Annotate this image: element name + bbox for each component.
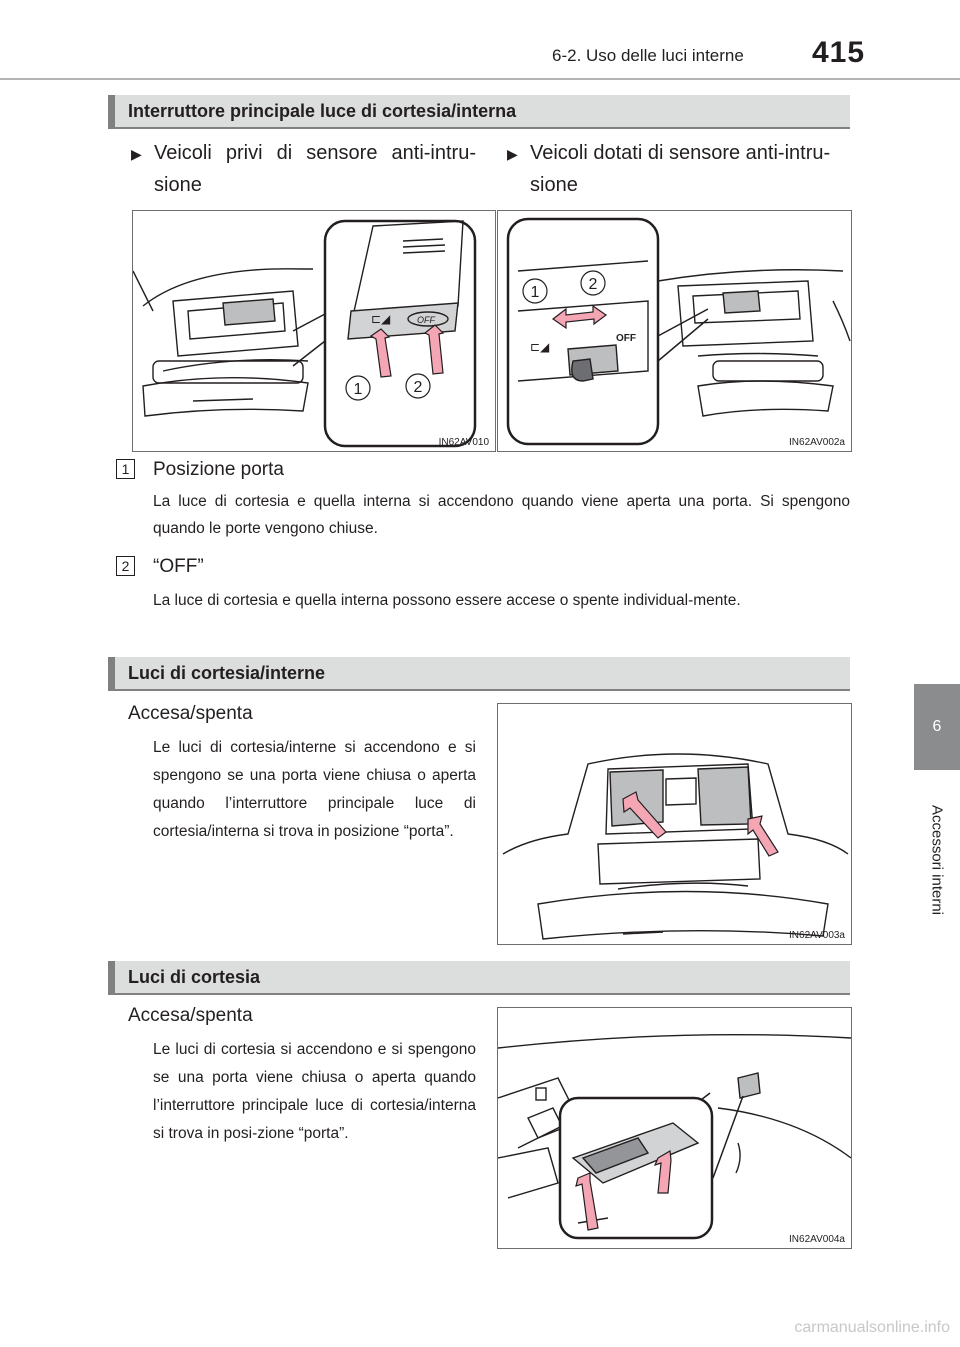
chapter-side-label <box>914 780 960 940</box>
header-rule <box>0 78 960 80</box>
figure-code: IN62AV002a <box>789 437 845 448</box>
overhead-console-illustration <box>498 211 851 451</box>
door-symbol-icon: ⊏◢ <box>371 312 391 326</box>
off-position-label: OFF <box>616 333 636 344</box>
chapter-number: 6 <box>932 718 942 735</box>
paragraph-interior-lights: Le luci di cortesia/interne si accendono e si spengono se una porta viene chiusa o aperta quando l’interruttore principale luce di cortesia/interna si trova in posizione “porta”. <box>153 739 476 840</box>
figure-switch-with-sensor <box>497 210 852 452</box>
chapter-tab <box>914 684 960 770</box>
item-body-door-position: La luce di cortesia e quella interna si accendono quando viene aperta una porta. Si spengono quando le porte vengono chiuse. <box>153 493 850 537</box>
callout-1-label: 1 <box>530 284 540 301</box>
section-heading-main-switch <box>108 95 850 129</box>
header-section-title: 6-2. Uso delle luci interne <box>552 46 744 65</box>
bullet-triangle-icon: ▶ <box>131 146 142 162</box>
arrow-icon <box>748 816 778 856</box>
item-number-badge: 1 <box>116 459 135 479</box>
paragraph-courtesy-lights: Le luci di cortesia si accendono e si spengono se una porta viene chiusa o aperta quando l’interruttore principale luce di cortesia/interna si trova in posi-zione “porta”. <box>153 1041 476 1142</box>
item-title-off: “OFF” <box>153 556 204 577</box>
callout-2-label: 2 <box>588 276 598 293</box>
section-title: Luci di cortesia/interne <box>128 663 326 683</box>
subheading-on-off: Accesa/spenta <box>128 703 253 724</box>
section-heading-courtesy-lights <box>108 961 850 995</box>
item-body-off: La luce di cortesia e quella interna possono essere accese o spente individual-mente. <box>153 592 741 609</box>
page-number: 415 <box>812 36 866 69</box>
figure-code: IN62AV010 <box>438 437 489 448</box>
chapter-label: Accessori interni <box>928 804 946 916</box>
bullet-triangle-icon: ▶ <box>507 146 518 162</box>
door-symbol-icon: ⊏◢ <box>530 340 550 354</box>
figure-courtesy-lights <box>497 1007 852 1249</box>
watermark: carmanualsonline.info <box>794 1319 950 1336</box>
section-title: Luci di cortesia <box>128 967 261 987</box>
figure-code: IN62AV003a <box>789 930 845 941</box>
sun-visor-light-illustration <box>498 1008 851 1248</box>
overhead-console-illustration <box>133 211 495 451</box>
figure-interior-lights <box>497 703 852 945</box>
off-position-label: OFF <box>417 315 435 325</box>
column-heading-without-sensor: Veicoli privi di sensore anti-intru-sione <box>154 142 476 196</box>
item-title-door-position: Posizione porta <box>153 459 284 480</box>
figure-switch-without-sensor <box>132 210 496 452</box>
callout-1-label: 1 <box>353 381 363 398</box>
section-title: Interruttore principale luce di cortesia/interna <box>128 101 517 121</box>
callout-2-label: 2 <box>413 379 423 396</box>
column-heading-with-sensor: Veicoli dotati di sensore anti-intru-sione <box>530 142 831 196</box>
console-lights-illustration <box>498 704 851 944</box>
item-number-badge: 2 <box>116 556 135 576</box>
section-heading-interior-lights <box>108 657 850 691</box>
figure-code: IN62AV004a <box>789 1234 845 1245</box>
subheading-on-off: Accesa/spenta <box>128 1005 253 1026</box>
